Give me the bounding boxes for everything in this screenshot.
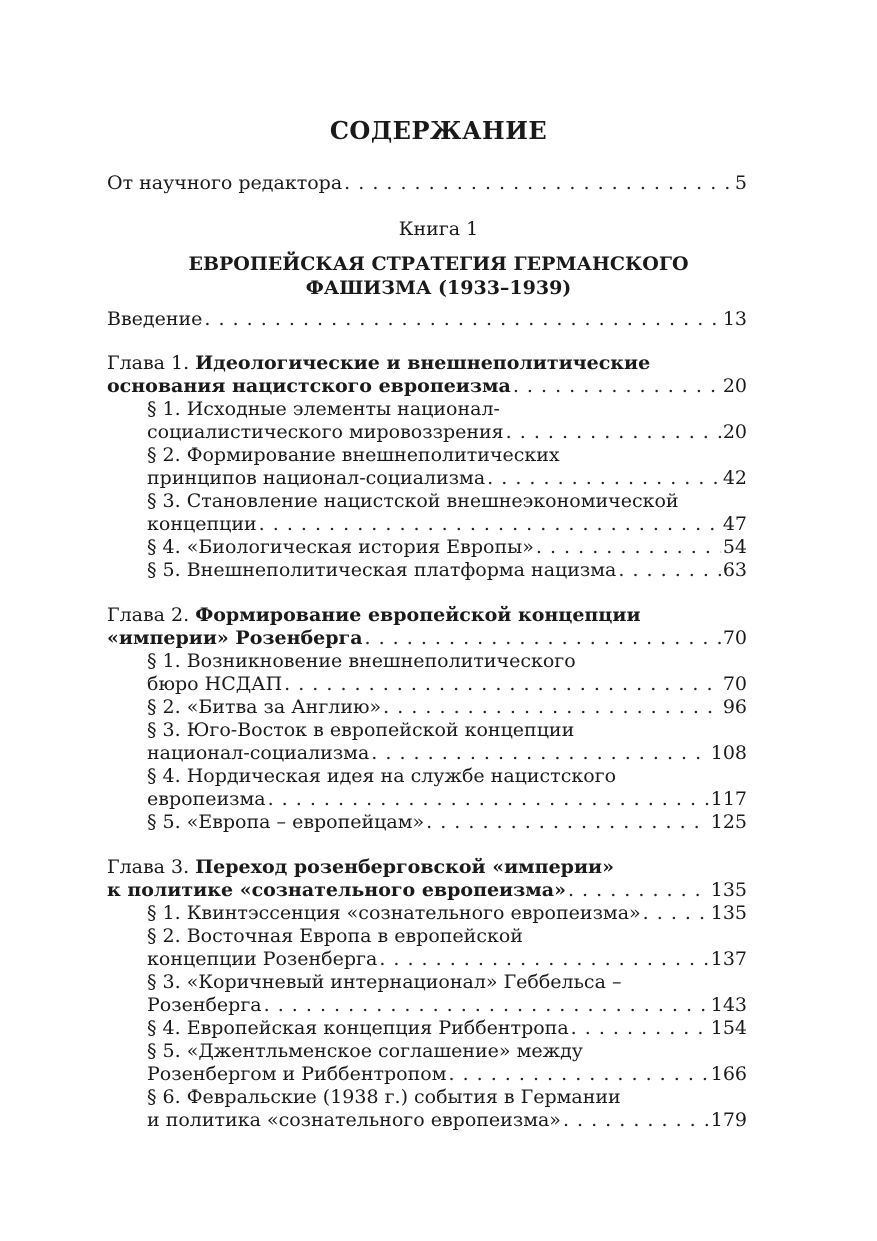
- section-label: § 5. Внешнеполитическая платформа нацизма: [147, 559, 617, 581]
- section-label: социалистического мировоззрения: [147, 421, 504, 443]
- toc-entry-page: 20: [722, 421, 747, 443]
- section-entry[interactable]: [147, 811, 747, 834]
- book-title: [0, 252, 877, 300]
- toc-entry-page: 47: [722, 513, 747, 535]
- leader-dots: [268, 788, 709, 811]
- book-title-line2: ФАШИЗМА (1933–1939): [305, 277, 572, 299]
- page-title: СОДЕРЖАНИЕ: [329, 116, 548, 145]
- toc-entry-editor[interactable]: [107, 172, 747, 195]
- chapter-title: «империи» Розенберга: [107, 627, 363, 649]
- toc-entry-page: 117: [710, 788, 747, 810]
- leader-dots: [383, 696, 721, 719]
- toc-entry-page: 5: [734, 172, 747, 194]
- leader-dots: [379, 948, 708, 971]
- toc-entry-page: 166: [710, 1063, 747, 1085]
- section-line[interactable]: § 3. Становление нацистской внешнеэкономической: [147, 490, 679, 512]
- leader-dots: [426, 811, 709, 834]
- chapter-prefix: Глава 1.: [107, 352, 190, 374]
- leader-dots: [448, 1063, 708, 1086]
- toc-entry-page: 154: [710, 1017, 747, 1039]
- chapter-prefix: Глава 3.: [107, 856, 190, 878]
- toc-entry-label: Введение: [107, 308, 203, 330]
- leader-dots: [618, 559, 720, 582]
- chapter1-heading-line2[interactable]: [107, 375, 747, 398]
- section-entry[interactable]: [147, 742, 747, 765]
- toc-entry-page: 42: [722, 467, 747, 489]
- chapter3-heading-line2[interactable]: [107, 879, 747, 902]
- section-entry[interactable]: [147, 421, 747, 444]
- toc-entry-page: 70: [722, 627, 747, 649]
- section-entry[interactable]: [147, 1109, 747, 1132]
- leader-dots: [204, 308, 720, 331]
- section-line[interactable]: § 1. Исходные элементы национал-: [147, 398, 500, 420]
- section-label: § 1. Квинтэссенция «сознательного европеизма»: [147, 902, 641, 924]
- chapter2-heading-line1[interactable]: [107, 604, 641, 627]
- toc-entry-introduction[interactable]: [107, 308, 747, 331]
- chapter-title: Идеологические и внешнеполитические: [195, 352, 651, 374]
- toc-entry-page: 108: [710, 742, 747, 764]
- section-entry[interactable]: [147, 513, 747, 536]
- section-entry[interactable]: [147, 1063, 747, 1086]
- section-label: и политика «сознательного европеизма»: [147, 1109, 561, 1131]
- chapter-title: Формирование европейской концепции: [195, 604, 641, 626]
- section-line[interactable]: § 5. «Джентльменское соглашение» между: [147, 1040, 583, 1062]
- leader-dots: [568, 879, 709, 902]
- toc-entry-page: 143: [710, 994, 747, 1016]
- section-line[interactable]: § 2. Формирование внешнеполитических: [147, 444, 560, 466]
- leader-dots: [643, 902, 709, 925]
- section-label: бюро НСДАП: [147, 673, 283, 695]
- chapter-prefix: Глава 2.: [107, 604, 190, 626]
- section-line[interactable]: § 2. Восточная Европа в европейской: [147, 925, 523, 947]
- section-label: § 5. «Европа – европейцам»: [147, 811, 425, 833]
- section-label: Розенбергом и Риббентропом: [147, 1063, 447, 1085]
- leader-dots: [571, 1017, 709, 1040]
- section-entry[interactable]: [147, 696, 747, 719]
- section-line[interactable]: § 4. Нордическая идея на службе нацистского: [147, 765, 617, 787]
- leader-dots: [563, 1109, 709, 1132]
- toc-entry-label: От научного редактора: [107, 172, 343, 194]
- section-label: концепции Розенберга: [147, 948, 378, 970]
- leader-dots: [264, 994, 709, 1017]
- book-title-line1: ЕВРОПЕЙСКАЯ СТРАТЕГИЯ ГЕРМАНСКОГО: [188, 253, 689, 275]
- leader-dots: [371, 742, 708, 765]
- toc-entry-page: 13: [722, 308, 747, 330]
- toc-entry-page: 63: [722, 559, 747, 581]
- section-label: § 4. Европейская концепция Риббентропа: [147, 1017, 569, 1039]
- chapter-title: к политике «сознательного европеизма»: [107, 879, 566, 901]
- toc-entry-page: 70: [722, 673, 747, 695]
- section-entry[interactable]: [147, 994, 747, 1017]
- toc-entry-page: 137: [710, 948, 747, 970]
- chapter3-heading-line1[interactable]: [107, 856, 614, 879]
- leader-dots: [365, 627, 721, 650]
- book-label: Книга 1: [398, 218, 479, 240]
- section-entry[interactable]: [147, 788, 747, 811]
- section-label: принципов национал-социализма: [147, 467, 486, 489]
- section-label: § 2. «Битва за Англию»: [147, 696, 382, 718]
- section-entry[interactable]: [147, 902, 747, 925]
- section-label: европеизма: [147, 788, 266, 810]
- toc-entry-page: 179: [710, 1109, 747, 1131]
- leader-dots: [259, 513, 721, 536]
- section-entry[interactable]: [147, 536, 747, 559]
- leader-dots: [506, 421, 721, 444]
- leader-dots: [487, 467, 721, 490]
- section-entry[interactable]: [147, 1017, 747, 1040]
- section-label: Розенберга: [147, 994, 262, 1016]
- section-entry[interactable]: [147, 673, 747, 696]
- toc-entry-page: 125: [710, 811, 747, 833]
- toc-entry-page: 135: [710, 879, 747, 901]
- section-entry[interactable]: [147, 948, 747, 971]
- section-label: национал-социализма: [147, 742, 370, 764]
- section-line[interactable]: § 1. Возникновение внешнеполитического: [147, 650, 576, 672]
- chapter-title: основания нацистского европеизма: [107, 375, 511, 397]
- chapter-title: Переход розенберговской «империи»: [195, 856, 615, 878]
- toc-entry-page: 135: [710, 902, 747, 924]
- chapter2-heading-line2[interactable]: [107, 627, 747, 650]
- section-entry[interactable]: [147, 467, 747, 490]
- toc-entry-page: 96: [722, 696, 747, 718]
- toc-entry-page: 54: [722, 536, 747, 558]
- section-line[interactable]: § 3. Юго-Восток в европейской концепции: [147, 719, 575, 741]
- chapter1-heading-line1[interactable]: [107, 352, 650, 375]
- leader-dots: [344, 172, 733, 195]
- toc-entry-page: 20: [722, 375, 747, 397]
- leader-dots: [513, 375, 721, 398]
- leader-dots: [536, 536, 721, 559]
- section-entry[interactable]: [147, 559, 747, 582]
- section-label: § 4. «Биологическая история Европы»: [147, 536, 534, 558]
- section-label: концепции: [147, 513, 257, 535]
- section-line[interactable]: § 3. «Коричневый интернационал» Геббельса –: [147, 971, 622, 993]
- section-line[interactable]: § 6. Февральские (1938 г.) события в Германии: [147, 1086, 621, 1108]
- leader-dots: [284, 673, 721, 696]
